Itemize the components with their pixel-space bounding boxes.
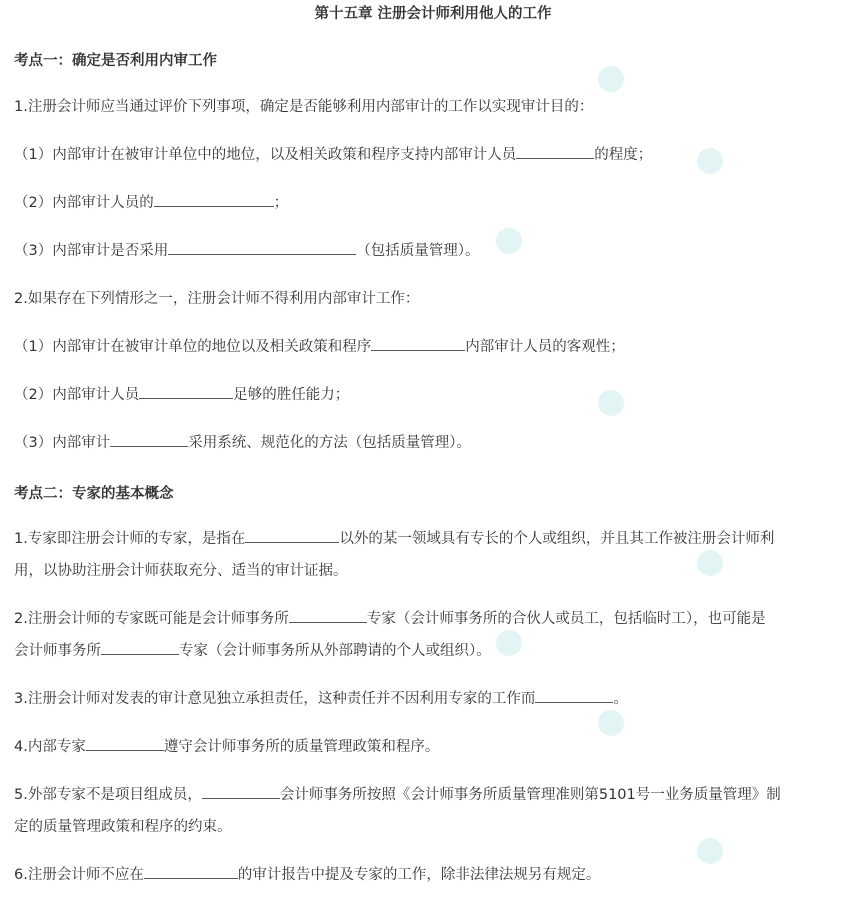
paragraph: 用，以协助注册会计师获取充分、适当的审计证据。: [14, 563, 348, 579]
paragraph: 定的质量管理政策和程序的约束。: [14, 819, 232, 835]
paragraph: 1.注册会计师应当通过评价下列事项，确定是否能够利用内部审计的工作以实现审计目的：: [14, 99, 594, 115]
fill-in-blank[interactable]: [535, 688, 613, 703]
fill-in-blank[interactable]: [371, 336, 465, 351]
paragraph: 1.专家即注册会计师的专家，是指在 以外的某一领域具有专长的个人或组织，并且其工作被注册会计师利: [14, 524, 850, 555]
paragraph: 3.注册会计师对发表的审计意见独立承担责任，这种责任并不因利用专家的工作而 。: [14, 684, 850, 715]
page-title: 第十五章 注册会计师利用他人的工作: [314, 6, 552, 22]
fill-in-blank[interactable]: [110, 432, 188, 447]
list-item: （1）内部审计在被审计单位中的地位，以及相关政策和程序支持内部审计人员 的程度；: [14, 140, 850, 171]
fill-in-blank[interactable]: [202, 784, 280, 799]
section-heading: 考点二：专家的基本概念: [14, 486, 174, 502]
list-item: （2）内部审计人员的 ；: [14, 188, 850, 219]
fill-in-blank[interactable]: [154, 192, 274, 207]
fill-in-blank[interactable]: [289, 608, 367, 623]
paragraph: 6.注册会计师不应在 的审计报告中提及专家的工作，除非法律法规另有规定。: [14, 860, 850, 891]
paragraph: 2.如果存在下列情形之一，注册会计师不得利用内部审计工作：: [14, 291, 420, 307]
paragraph: 4.内部专家 遵守会计师事务所的质量管理政策和程序。: [14, 732, 850, 763]
paragraph: 会计师事务所 专家（会计师事务所从外部聘请的个人或组织）。: [14, 636, 850, 667]
fill-in-blank[interactable]: [168, 240, 356, 255]
watermark-logo: [598, 66, 624, 92]
list-item: （3）内部审计是否采用 （包括质量管理）。: [14, 236, 850, 267]
fill-in-blank[interactable]: [139, 384, 233, 399]
paragraph: 2.注册会计师的专家既可能是会计师事务所 专家（会计师事务所的合伙人或员工，包括临时工），也可能是: [14, 604, 850, 635]
paragraph: 5.外部专家不是项目组成员， 会计师事务所按照《会计师事务所质量管理准则第5101号一业务质量管理》制: [14, 780, 850, 811]
list-item: （1）内部审计在被审计单位的地位以及相关政策和程序 内部审计人员的客观性；: [14, 332, 850, 363]
section-heading: 考点一：确定是否利用内审工作: [14, 53, 217, 69]
fill-in-blank[interactable]: [245, 528, 339, 543]
list-item: （2）内部审计人员 足够的胜任能力；: [14, 380, 850, 411]
fill-in-blank[interactable]: [516, 144, 594, 159]
list-item: （3）内部审计 采用系统、规范化的方法（包括质量管理）。: [14, 428, 850, 459]
fill-in-blank[interactable]: [86, 736, 164, 751]
fill-in-blank[interactable]: [144, 864, 238, 879]
fill-in-blank[interactable]: [101, 640, 179, 655]
